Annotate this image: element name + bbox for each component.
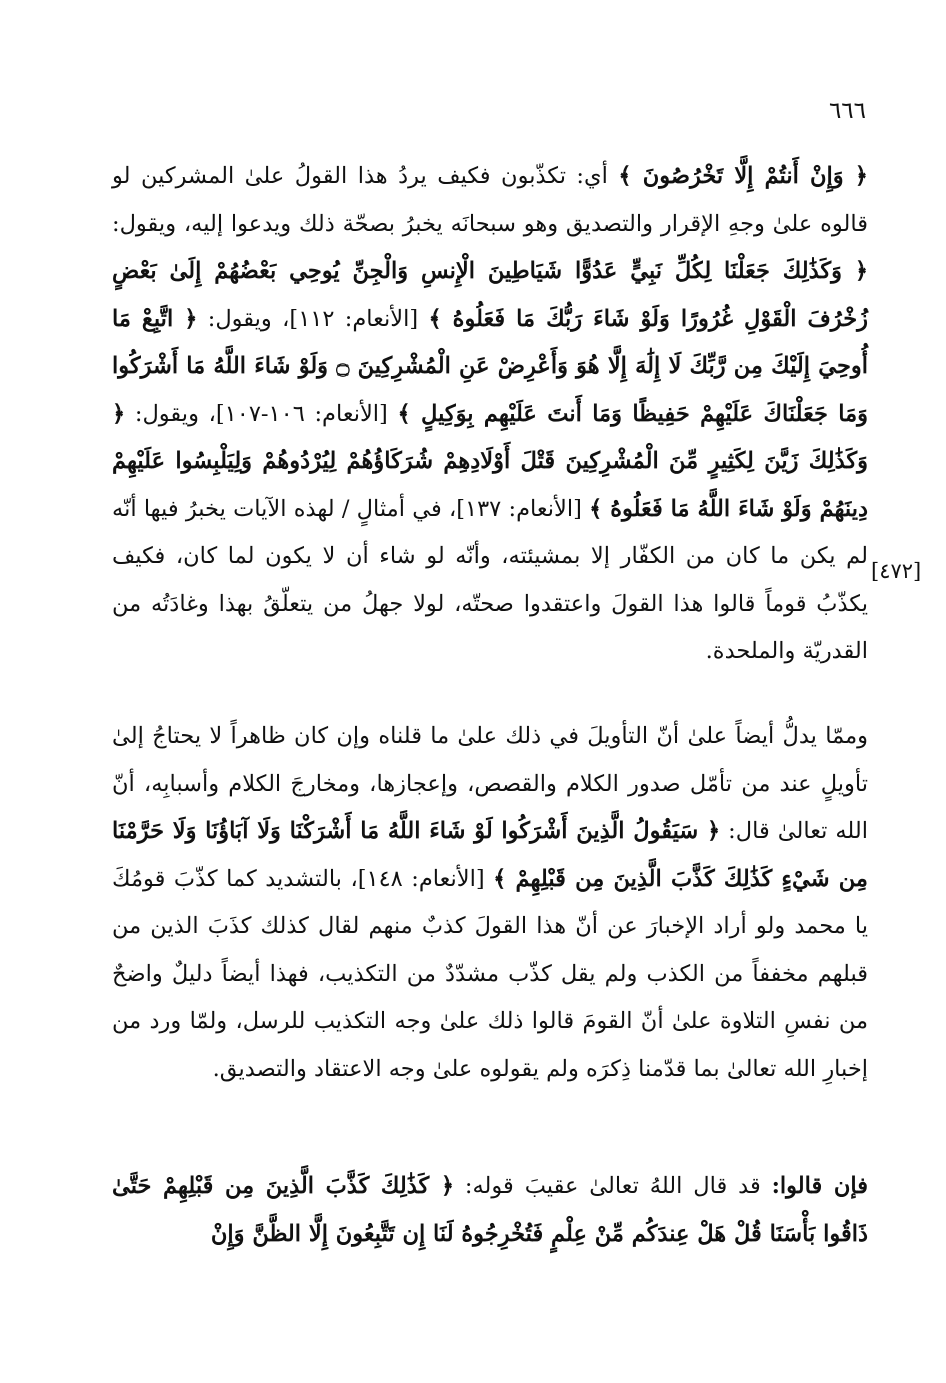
body-text: [الأنعام: ١٤٨]، بالتشديد كما كذّبَ قومُكَ يا محمد ولو أراد الإخبارَ عن أنّ هذا القولَ كذبٌ منهم لقال كذلك كذَبَ الذين من قبلهم مخففاً من الكذب ولم يقل كذّب مشدّدٌ من التكذيب، فهذا أيضاً دليلٌ واضحٌ من نفسِ التلاوة علىٰ أنّ القومَ قالوا ذلك علىٰ وجه التكذيب للرسل، ولمّا ورد من إخبارِ الله تعالىٰ بما قدّمنا ذِكرَه ولم يقولوه علىٰ وجه الاعتقاد والتصديق.	[112, 865, 868, 1082]
body-text: أي: تكذّبون فكيف يردُ هذا القولُ علىٰ المشركين لو قالوه علىٰ وجهِ الإقرار والتصديق وهو سبحانَه يخبرُ بصحّة ذلك ويدعوا إليه، ويقول:	[112, 163, 868, 237]
quran-verse: ﴿ كَذَٰلِكَ كَذَّبَ الَّذِينَ مِن قَبْلِهِمْ حَتَّىٰ ذَاقُوا بَأْسَنَا قُلْ هَلْ عِندَكُم مِّنْ عِلْمٍ فَتُخْرِجُوهُ لَنَا إِن تَتَّبِعُونَ إِلَّا الظَّنَّ وَإِنْ	[112, 1173, 868, 1247]
body-text: وممّا يدلُّ أيضاً علىٰ أنّ التأويلَ في ذلك علىٰ ما قلناه وإن كان ظاهراً لا يحتاجُ إلىٰ تأويلٍ عند من تأمّل صدور الكلام والقصص، وإعجازها، ومخارجَ الكلام وأسبابِه، أنّ الله تعالىٰ قال:	[112, 723, 868, 844]
quran-verse: ﴿ وَكَذَٰلِكَ زَيَّنَ لِكَثِيرٍ مِّنَ الْمُشْرِكِينَ قَتْلَ أَوْلَادِهِمْ شُرَكَاؤُهُمْ لِيُرْدُوهُمْ وَلِيَلْبِسُوا عَلَيْهِمْ دِينَهُمْ وَلَوْ شَاءَ اللَّهُ مَا فَعَلُوهُ ﴾	[112, 400, 868, 522]
verse-reference: [الأنعام: ١٠٦-١٠٧]، ويقول:	[125, 400, 398, 427]
body-text: قد قال اللهُ تعالىٰ عقيبَ قوله:	[454, 1173, 772, 1199]
quran-verse: ﴿ وَإِنْ أَنتُمْ إِلَّا تَخْرُصُونَ ﴾	[618, 163, 868, 189]
body-text: [الأنعام: ١٣٧]، في أمثالٍ / لهذه الآيات يخبرُ فيها أنّه لم يكن ما كان من الكفّار إلا بمشيئته، وأنّه لو شاء أن لا يكون لما كان، فكيف يكذّبُ قوماً قالوا هذا القولَ واعتقدوا صحتّه، لولا جهلُ من يتعلّقُ بهذا وغادَتُه من القدريّة والملحدة.	[112, 495, 868, 664]
page-number: ٦٦٦	[828, 98, 866, 124]
quran-verse: ﴿ وَكَذَٰلِكَ جَعَلْنَا لِكُلِّ نَبِيٍّ عَدُوًّا شَيَاطِينَ الْإِنسِ وَالْجِنِّ يُوحِي بَعْضُهُمْ إِلَىٰ بَعْضٍ زُخْرُفَ الْقَوْلِ غُرُورًا وَلَوْ شَاءَ رَبُّكَ مَا فَعَلُوهُ ﴾	[112, 258, 869, 332]
paragraph-2	[112, 713, 868, 1093]
manuscript-folio-marker: [٤٧٢]	[871, 559, 922, 583]
paragraph-1	[112, 153, 868, 676]
objection-lead: فإن قالوا:	[771, 1173, 868, 1199]
verse-reference: [الأنعام: ١١٢]، ويقول:	[197, 305, 429, 332]
quran-verse: ﴿ سَيَقُولُ الَّذِينَ أَشْرَكُوا لَوْ شَاءَ اللَّهُ مَا أَشْرَكْنَا وَلَا آبَاؤُنَا وَلَا حَرَّمْنَا مِن شَيْءٍ كَذَٰلِكَ كَذَّبَ الَّذِينَ مِن قَبْلِهِمْ ﴾	[112, 818, 868, 892]
paragraph-3	[112, 1163, 868, 1258]
quran-verse: ﴿ اتَّبِعْ مَا أُوحِيَ إِلَيْكَ مِن رَّبِّكَ لَا إِلَٰهَ إِلَّا هُوَ وَأَعْرِضْ عَنِ الْمُشْرِكِينَ ۝ وَلَوْ شَاءَ اللَّهُ مَا أَشْرَكُوا وَمَا جَعَلْنَاكَ عَلَيْهِمْ حَفِيظًا وَمَا أَنتَ عَلَيْهِم بِوَكِيلٍ ﴾	[112, 305, 869, 427]
